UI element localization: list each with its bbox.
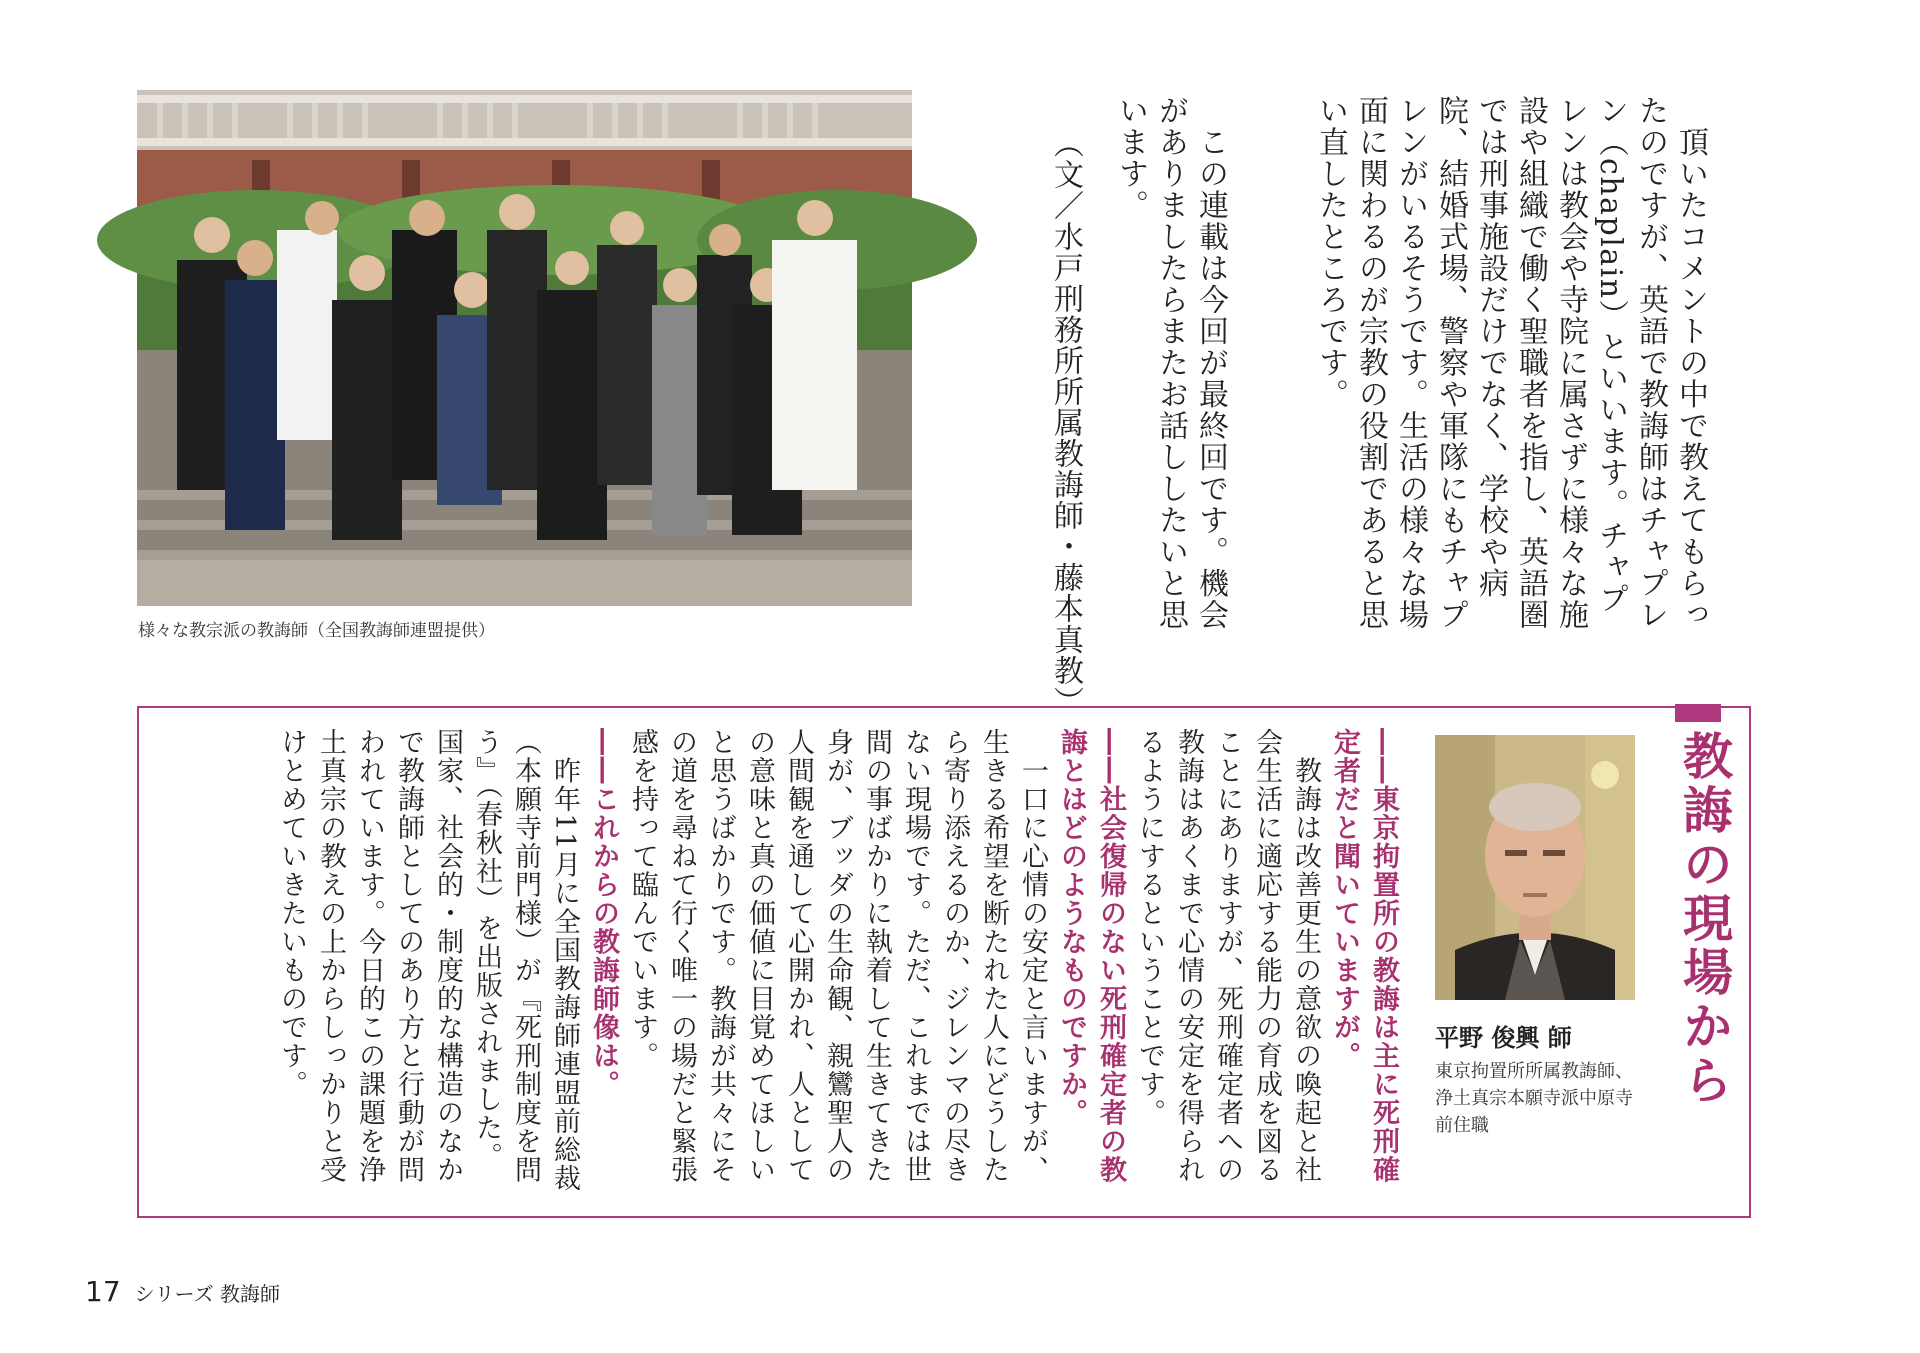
portrait-photo: [1435, 735, 1635, 1000]
article-paragraph: この連載は今回が最終回です。機会がありましたらまたお話ししたいと思います。: [1113, 95, 1228, 631]
person-name: 平野 俊興 師: [1435, 1024, 1572, 1052]
interview-question: ――これからの教誨師像は。: [588, 728, 619, 1099]
interview-question: ――社会復帰のない死刑確定者の教誨とはどのようなものですか。: [1056, 728, 1126, 1184]
section-title: 教誨の現場から: [1675, 730, 1734, 1108]
group-photo: [137, 90, 912, 606]
page-footer: [85, 1275, 280, 1308]
box-tab-marker: [1675, 704, 1721, 722]
interview-answer: 教誨は改善更生の意欲の喚起と社会生活に適応する能力の育成を図ることにありますが、死刑確定者への教誨はあくまで心情の安定を得られるようにするということです。: [1134, 728, 1321, 1184]
person-title: 東京拘置所所属教誨師、浄土真宗本願寺派中原寺前住職: [1435, 1061, 1633, 1136]
article-byline: （文／水戸刑務所所属教誨師・藤本真教）: [1048, 128, 1083, 717]
series-label: シリーズ 教誨師: [134, 1282, 280, 1306]
article-body: [1113, 95, 1790, 640]
page-number: 17: [85, 1275, 121, 1308]
article-paragraph: 頂いたコメントの中で教えてもらったのですが、英語で教誨師はチャプレン（chaplain）といいます。チャプレンは教会や寺院に属さずに様々な施設や組織で働く聖職者を指し、英語圏では刑事施設だけでなく、学校や病院、結婚式場、警察や軍隊にもチャプレンがいるそうです。生活の様々な場面に関わるのが宗教の役割であると思い直したところです。: [1313, 95, 1708, 631]
interview-text: [168, 728, 1403, 1198]
photo-caption: 様々な教宗派の教誨師（全国教誨師連盟提供）: [138, 621, 495, 641]
interview-answer: 昨年11月に全国教誨師連盟前総裁（本願寺前門様）が『死刑制度を問う』（春秋社）を出版されました。国家、社会的・制度的な構造のなかで教誨師としてのあり方と行動が問われています。今日的この課題を浄土真宗の教えの上からしっかりと受けとめていきたいものです。: [276, 728, 580, 1193]
interview-question: ――東京拘置所の教誨は主に死刑確定者だと聞いていますが。: [1329, 728, 1399, 1184]
interview-answer: 一口に心情の安定と言いますが、生きる希望を断たれた人にどうしたら寄り添えるのか、ジレンマの尽きない現場です。ただ、これまでは世間の事ばかりに執着して生きてきた身が、ブッダの生命観、親鸞聖人の人間観を通して心開かれ、人としての意味と真の価値に目覚めてほしいと思うばかりです。教誨が共々にその道を尋ねて行く唯一の場だと緊張感を持って臨んでいます。: [627, 728, 1048, 1184]
